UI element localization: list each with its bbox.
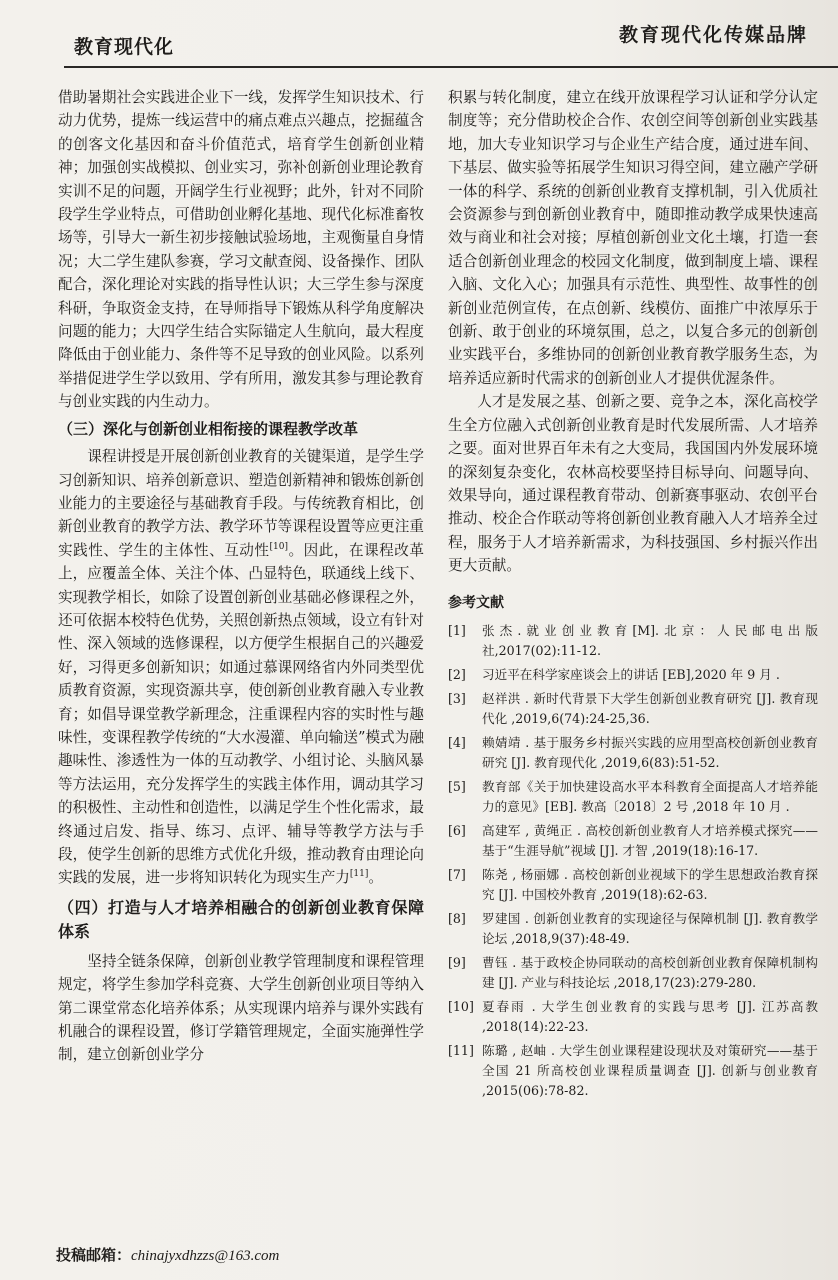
reference-text: 教育部《关于加快建设高水平本科教育全面提高人才培养能力的意见》[EB]. 教高〔2018〕2 号 ,2018 年 10 月 . <box>482 778 818 814</box>
running-header-right: 教育现代化传媒品牌 <box>618 24 808 46</box>
paragraph <box>58 445 424 890</box>
paragraph-text: 。因此，在课程改革上，应覆盖全体、关注个体、凸显特色，联通线上线下、实现教学相长，如除了设置创新创业基础必修课程之外，还可依据本校特色优势，关照创新热点领域，设立有针对性、深入领域的选修课程，以方便学生根据自己的兴趣爱好，习得更多创新知识；如通过慕课网络省内外同类型优质教育资源，实现资源共享，使创新创业教育融入专业教育；如倡导课堂教学新理念，注重课程内容的实时性与趣味性，变课程教学传统的“大水漫灌、单向输送”模式为融趣味性、渗透性为一体的互动教学、小组讨论、头脑风暴等方法运用，充分发挥学生的实践主体作用，调动其学习的积极性、主动性和创造性，以满足学生个性化需求，最终通过启发、指导、练习、点评、辅导等教学方法与手段，使学生创新的思维方式优化升级，推动教育由理论向实践的发展，进一步将知识转化为现实生产力 <box>58 541 424 887</box>
header-rule <box>64 66 838 68</box>
submission-email-label: 投稿邮箱： <box>56 1246 132 1264</box>
reference-item <box>448 821 818 861</box>
paragraph: 人才是发展之基、创新之要、竞争之本，深化高校学生全方位融入式创新创业教育是时代发展所需、人才培养之要。面对世界百年未有之大变局，我国国内外发展环境的深刻复杂变化，农林高校要坚持目标导向、问题导向、效果导向，通过课程教育带动、创新赛事驱动、农创平台推动、校企合作联动等将创新创业教育融入人才培养全过程，服务于人才培养新需求，为科技强国、乡村振兴作出更大贡献。 <box>448 393 818 575</box>
reference-item <box>448 1041 818 1101</box>
footer <box>56 1244 279 1265</box>
reference-item <box>448 865 818 905</box>
reference-text: 张杰.就业创业教育[M].北京：人民邮电出版社,2017(02):11-12. <box>482 622 818 658</box>
reference-number: [3] <box>448 690 466 706</box>
paragraph: 借助暑期社会实践进企业下一线，发挥学生知识技术、行动力优势，提炼一线运营中的痛点难点兴趣点，挖掘蕴含的创客文化基因和奋斗价值范式，培育学生创新创业精神；加强创实战模拟、创业实习，弥补创新创业理论教育实训不足的问题，开阔学生行业视野；此外，针对不同阶段学生学业特点，可借助创业孵化基地、现代化标准畜牧场等，引导大一新生初步接触试验场地，主观衡量自身情况；大二学生建队参赛，学习文献查阅、设备操作、团队配合，深化理论对实践的指导性认识；大三学生参与深度科研，争取资金支持，在导师指导下锻炼从科学角度解决问题的能力；大四学生结合实际锚定人生航向，最大程度降低由于创业能力、条件等不足导致的创业风险。以系列举措促进学生学以致用、学有所用，激发其参与理论教育与创业实践的内生动力。 <box>58 89 424 411</box>
submission-email: chinajyxdhzzs@163.com <box>131 1248 280 1264</box>
reference-text: 陈尧 , 杨丽娜 . 高校创新创业视域下的学生思想政治教育探究 [J]. 中国校外教育 ,2019(18):62-63. <box>482 866 818 902</box>
reference-text: 罗建国 . 创新创业教育的实现途径与保障机制 [J]. 教育教学论坛 ,2018,9(37):48-49. <box>482 910 818 946</box>
reference-number: [11] <box>448 1042 474 1058</box>
right-column <box>448 86 818 1105</box>
reference-number: [1] <box>448 622 466 638</box>
reference-item <box>448 909 818 949</box>
reference-item <box>448 621 818 661</box>
section-heading-4: （四）打造与人才培养相融合的创新创业教育保障体系 <box>58 897 424 941</box>
reference-number: [10] <box>448 998 474 1014</box>
reference-item <box>448 997 818 1037</box>
reference-item <box>448 777 818 817</box>
paragraph: 坚持全链条保障，创新创业教学管理制度和课程管理规定，将学生参加学科竞赛、大学生创新创业项目等纳入第二课堂常态化培养体系；从实现课内培养与课外实践有机融合的课程设置，修订学籍管理规定，全面实施弹性学制，建立创新创业学分 <box>58 952 424 1064</box>
section-heading-3: （三）深化与创新创业相衔接的课程教学改革 <box>58 419 359 438</box>
references-heading: 参考文献 <box>448 594 504 611</box>
reference-number: [9] <box>448 954 466 970</box>
reference-text: 习近平在科学家座谈会上的讲话 [EB],2020 年 9 月 . <box>482 666 780 682</box>
citation: [11] <box>349 869 369 880</box>
reference-number: [8] <box>448 910 466 926</box>
reference-item <box>448 689 818 729</box>
reference-text: 曹钰 . 基于政校企协同联动的高校创新创业教育保障机制构建 [J]. 产业与科技论坛 ,2018,17(23):279-280. <box>482 954 818 990</box>
running-header-left: 教育现代化 <box>74 36 175 58</box>
reference-text: 赖婧靖 . 基于服务乡村振兴实践的应用型高校创新创业教育研究 [J]. 教育现代化 ,2019,6(83):51-52. <box>482 734 818 770</box>
reference-number: [7] <box>448 866 466 882</box>
reference-item <box>448 733 818 773</box>
paragraph: 积累与转化制度，建立在线开放课程学习认证和学分认定制度等；充分借助校企合作、农创空间等创新创业实践基地，加大专业知识学习与企业生产结合度，通过进车间、下基层、做实验等拓展学生知识习得空间，建立融产学研一体的科学、系统的创新创业教育支撑机制，引入优质社会资源参与到创新创业教育中，随即推动教学成果快速高效与商业和社会对接；厚植创新创业文化土壤，打造一套适合创新创业理念的校园文化制度，做到制度上墙、课程入脑、文化入心；加强具有示范性、典型性、故事性的创新创业范例宣传，在点创新、线模仿、面推广中浓厚乐于创新、敢于创业的环境氛围，总之，以复合多元的创新创业实践平台，多维协同的创新创业教育教学服务生态，为培养适应新时代需求的创新创业人才提供优渥条件。 <box>448 89 818 387</box>
reference-number: [5] <box>448 778 466 794</box>
paragraph-text: 课程讲授是开展创新创业教育的关键渠道，是学生学习创新知识、培养创新意识、塑造创新精神和锻炼创新创业能力的主要途径与基础教育手段。与传统教育相比，创新创业教育的教学方法、教学环节等课程设置等应更注重实践性、学生的主体性、互动性 <box>58 448 424 559</box>
left-column <box>58 86 424 1067</box>
reference-text: 夏春雨 . 大学生创业教育的实践与思考 [J]. 江苏高教 ,2018(14):22-23. <box>482 998 818 1034</box>
paragraph-text: 。 <box>368 869 383 887</box>
reference-text: 赵祥洪 . 新时代背景下大学生创新创业教育研究 [J]. 教育现代化 ,2019,6(74):24-25,36. <box>482 690 818 726</box>
citation: [10] <box>269 541 288 552</box>
reference-number: [4] <box>448 734 466 750</box>
reference-text: 高建军 , 黄绳正 . 高校创新创业教育人才培养模式探究——基于“生涯导航”视域 [J]. 才智 ,2019(18):16-17. <box>482 822 818 858</box>
reference-list <box>448 621 818 1101</box>
reference-number: [2] <box>448 666 466 682</box>
reference-item <box>448 665 818 685</box>
reference-text: 陈璐 , 赵岫 . 大学生创业课程建设现状及对策研究——基于全国 21 所高校创业课程质量调查 [J]. 创新与创业教育 ,2015(06):78-82. <box>482 1042 818 1098</box>
reference-item <box>448 953 818 993</box>
reference-number: [6] <box>448 822 466 838</box>
